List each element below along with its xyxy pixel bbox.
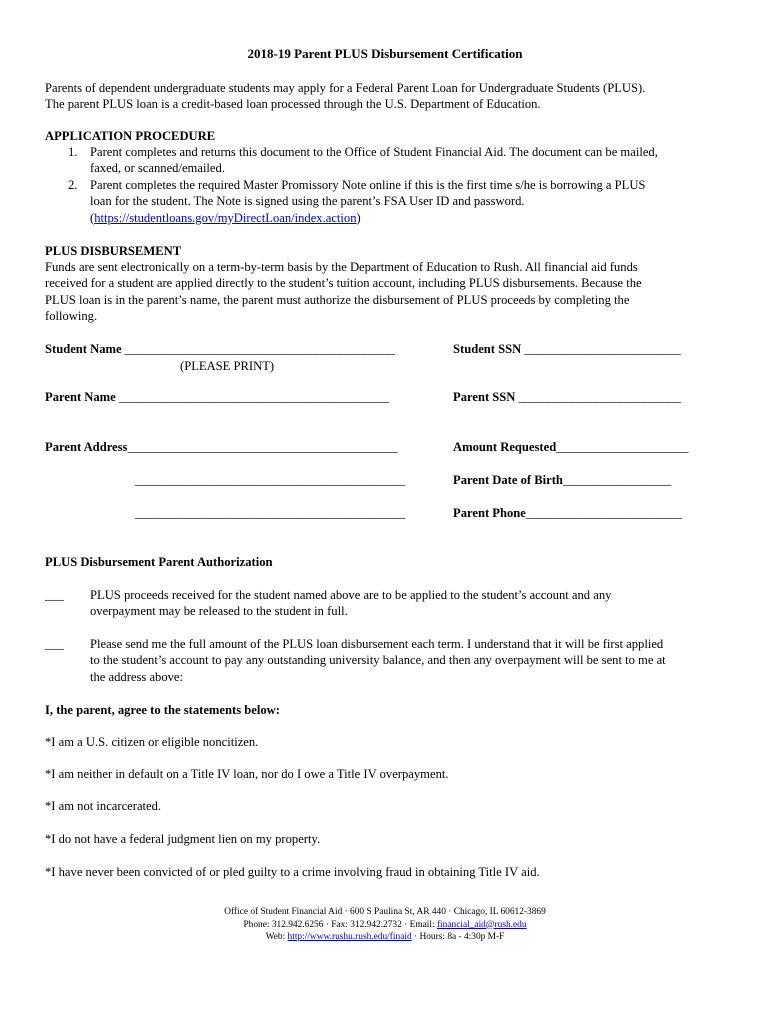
page-title: 2018-19 Parent PLUS Disbursement Certification bbox=[247, 46, 523, 61]
agreement-statement: *I am not incarcerated. bbox=[45, 799, 162, 813]
page-footer bbox=[0, 906, 770, 944]
please-print-note: (PLEASE PRINT) bbox=[180, 359, 275, 373]
student-ssn-blank[interactable]: __________________________ bbox=[524, 342, 681, 356]
website-link[interactable]: http://www.rushu.rush.edu/finaid bbox=[287, 932, 412, 942]
studentloans-link[interactable]: https://studentloans.gov/myDirectLoan/index.action bbox=[94, 210, 357, 225]
application-heading: APPLICATION PROCEDURE bbox=[45, 129, 216, 143]
step-line-link: (https://studentloans.gov/myDirectLoan/index.action) bbox=[90, 210, 361, 225]
student-name-label: Student Name bbox=[45, 342, 122, 356]
parent-address-line-3[interactable] bbox=[135, 506, 405, 521]
step-line: Parent completes and returns this document to the Office of Student Financial Aid. The document can be mailed, bbox=[90, 145, 658, 159]
amount-requested-field[interactable] bbox=[453, 440, 688, 455]
parent-address-line-2[interactable] bbox=[135, 473, 405, 488]
option-text: PLUS proceeds received for the student named above are to be applied to the student’s account and any overpayment may be released to the student in full. bbox=[90, 588, 612, 619]
step-line: Parent completes the required Master Promissory Note online if this is the first time s/he is borrowing a PLUS bbox=[90, 177, 646, 192]
agreement-statement: *I do not have a federal judgment lien on my property. bbox=[45, 832, 321, 846]
parent-address-blank-2[interactable]: _____________________________________________ bbox=[135, 473, 405, 487]
footer-web: Web: http://www.rushu.rush.edu/finaid · Hours: 8a - 4:30p M-F bbox=[265, 932, 505, 942]
agreement-statement: *I am neither in default on a Title IV loan, nor do I owe a Title IV overpayment. bbox=[45, 767, 449, 781]
parent-address-blank-3[interactable]: _____________________________________________ bbox=[135, 506, 405, 520]
step-number: 2. bbox=[68, 177, 78, 192]
disbursement-line: Funds are sent electronically on a term-by-term basis by the Department of Education to Rush. All financial aid funds bbox=[45, 260, 638, 274]
footer-address: Office of Student Financial Aid · 600 S Paulina St, AR 440 · Chicago, IL 60612-3869 bbox=[224, 907, 546, 917]
disbursement-line: following. bbox=[45, 309, 98, 324]
intro-line: Parents of dependent undergraduate students may apply for a Federal Parent Loan for Undergraduate Students (PLUS). bbox=[45, 81, 646, 95]
student-name-field[interactable] bbox=[45, 342, 395, 357]
parent-name-label: Parent Name bbox=[45, 390, 116, 404]
amount-requested-blank[interactable]: ______________________ bbox=[556, 440, 689, 454]
amount-requested-label: Amount Requested bbox=[453, 440, 557, 454]
option-checkmark-blank[interactable]: ___ bbox=[45, 588, 64, 602]
agreement-heading: I, the parent, agree to the statements below: bbox=[45, 703, 280, 717]
application-step bbox=[45, 144, 735, 177]
parent-phone-blank[interactable]: __________________________ bbox=[525, 506, 682, 520]
option-text: Please send me the full amount of the PLUS loan disbursement each term. I understand that it will be first applied to the student’s account to pay any outstanding university balance, and then any overpayment will be sent to me at the address above: bbox=[90, 637, 666, 684]
disbursement-heading: PLUS DISBURSEMENT bbox=[45, 244, 182, 258]
agreement-statement: *I have never been convicted of or pled guilty to a crime involving fraud in obtaining Title IV aid. bbox=[45, 865, 540, 879]
authorization-heading: PLUS Disbursement Parent Authorization bbox=[45, 555, 273, 569]
parent-ssn-field[interactable] bbox=[453, 390, 680, 405]
application-steps bbox=[45, 144, 735, 226]
student-name-blank[interactable]: _____________________________________________ bbox=[124, 342, 395, 356]
footer-contact: Phone: 312.942.6256 · Fax: 312.942.2732 · Email: financial_aid@rush.edu bbox=[243, 919, 527, 930]
step-number: 1. bbox=[68, 145, 78, 159]
parent-name-field[interactable] bbox=[45, 390, 389, 405]
disbursement-line: received for a student are applied directly to the student’s tuition account, including PLUS disbursements. Because the bbox=[45, 276, 642, 291]
parent-ssn-label: Parent SSN bbox=[453, 390, 516, 404]
parent-dob-field[interactable] bbox=[453, 473, 671, 488]
parent-name-blank[interactable]: _____________________________________________ bbox=[118, 390, 389, 404]
intro-line: The parent PLUS loan is a credit-based loan processed through the U.S. Department of Education. bbox=[45, 97, 541, 112]
parent-phone-field[interactable] bbox=[453, 506, 682, 521]
disbursement-paragraph bbox=[45, 259, 735, 325]
student-ssn-label: Student SSN bbox=[453, 342, 522, 356]
parent-dob-label: Parent Date of Birth bbox=[453, 473, 563, 487]
disbursement-line: PLUS loan is in the parent’s name, the parent must authorize the disbursement of PLUS proceeds by completing the bbox=[45, 292, 630, 307]
step-line: loan for the student. The Note is signed using the parent’s FSA User ID and password. bbox=[90, 194, 525, 209]
option-checkmark-blank[interactable]: ___ bbox=[45, 637, 64, 651]
parent-ssn-blank[interactable]: ___________________________ bbox=[518, 390, 681, 404]
parent-address-label: Parent Address bbox=[45, 440, 128, 454]
parent-address-blank[interactable]: _____________________________________________ bbox=[127, 440, 398, 454]
agreement-statement: *I am a U.S. citizen or eligible noncitizen. bbox=[45, 735, 259, 749]
intro-paragraph bbox=[45, 80, 735, 113]
application-step bbox=[45, 177, 735, 226]
parent-dob-blank[interactable]: __________________ bbox=[562, 473, 671, 487]
email-link[interactable]: financial_aid@rush.edu bbox=[436, 919, 527, 930]
parent-phone-label: Parent Phone bbox=[453, 506, 526, 520]
step-line: faxed, or scanned/emailed. bbox=[90, 161, 225, 176]
parent-address-field[interactable] bbox=[45, 440, 397, 455]
student-ssn-field[interactable] bbox=[453, 342, 680, 357]
